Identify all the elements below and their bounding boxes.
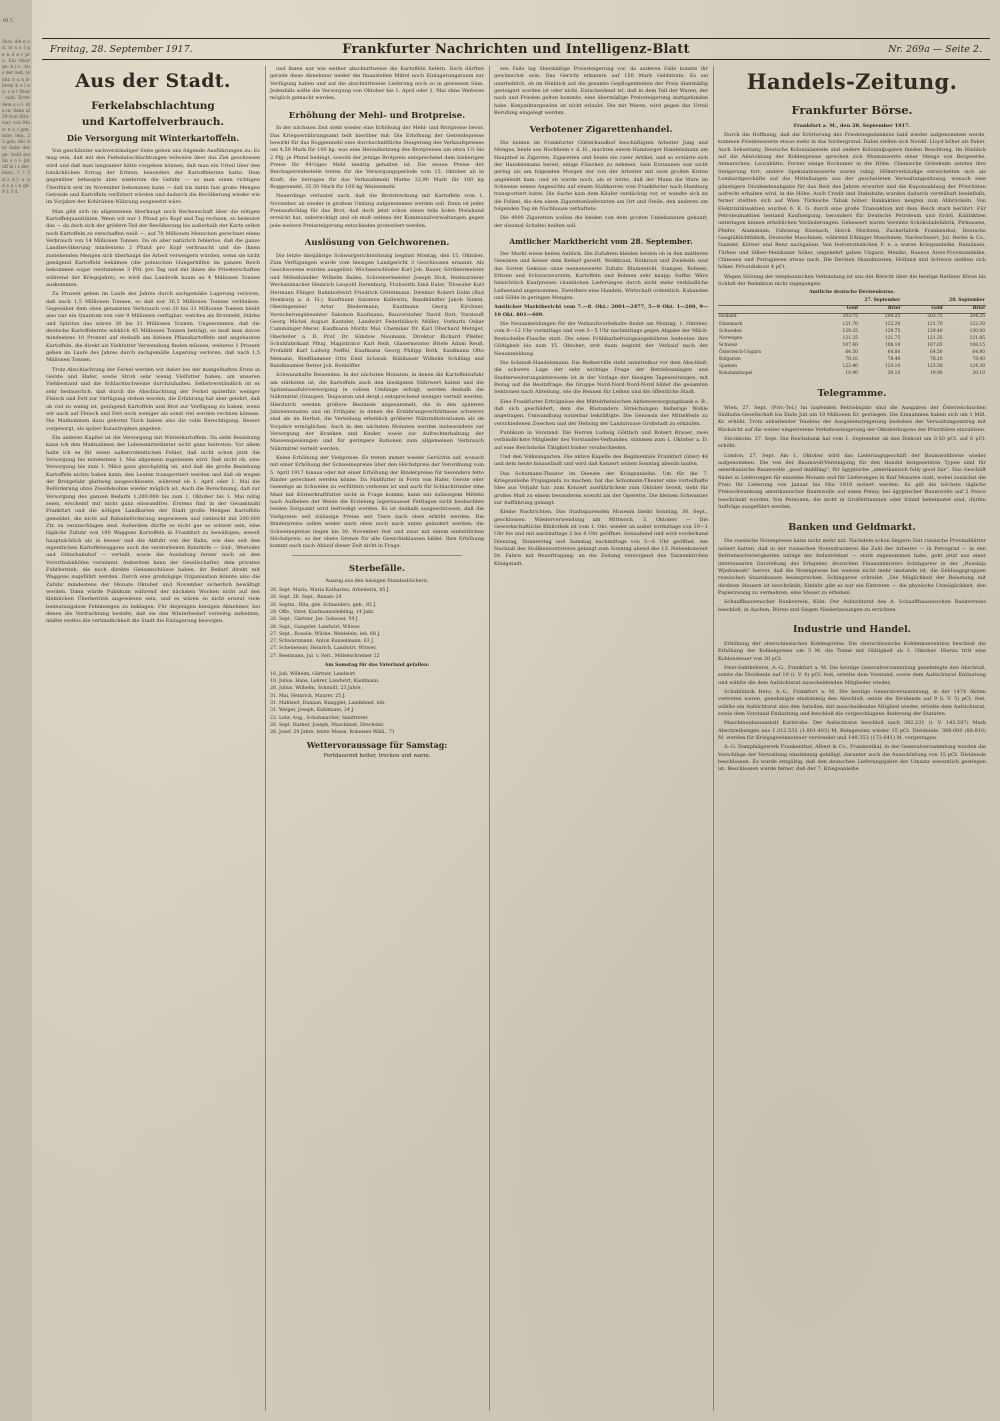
list-item: 16. Juli. Wilhelm, Gärtner, Landwirt. bbox=[270, 671, 357, 677]
paragraph: Von geschätzter sachverständiger Seite gehen uns folgende Ausführungen zu: Es mag sein, daß mit den Ferkelabschlachtungen teilweise über das Ziel geschossen wird und daß man langsamer hätte vorgehen können, daß man ein Urteil über den tatsächlichen Ertrag der Ernten, besonders der Kartoffelernte hatte. Dem gegenüber behaupte aber wiederum die Gefahr — so man einen richtigen Überblick erst im November bekommen kann — daß bis dahin fast große Mengen Getreide und Kartoffeln verfüttert würden und dadurch die Bevölkerung wieder wie im Vorjahre der Kohlrüben-Nährung ausgesetzt wäre. bbox=[46, 147, 260, 206]
cell-value: 20.10 bbox=[887, 370, 901, 376]
cell-value: 123.50 bbox=[927, 363, 943, 369]
column-1 bbox=[46, 66, 260, 628]
table-row bbox=[718, 371, 986, 378]
cell-country: Konstantinopel bbox=[719, 370, 753, 376]
cell-country: Bulgarien bbox=[719, 356, 741, 362]
cell-country: Österreich-Ungarn bbox=[719, 349, 762, 355]
deaths-list bbox=[270, 588, 484, 737]
paragraph: Die russische Notenpresse kann nicht mehr mit. Nachdem schon längere Zeit russische Provinzblätter notiert hatten, daß in der russischen Notendruckerei die Zahl der Arbeiter — in Petrograd — in den Betriebsschwierigkeiten infolge der Industrielast — stark zugenommen habe, geht jetzt aus einer interessanten Darstellung des Erbgeber, deutschen Finanzministers Schingarew in der „Russkija Wjedomosti“ hervor, daß die Notenpresse bei weitem nicht mehr imstande ist, die Geldungsgruppen russischen Staatskassen beanspruchen. Schingarew schreibt: „Die Möglichkeit der Belastung mit direkten Steuern ist beschränkt; Einfuhr gibt es nur ein Eintreten — die physische Unmöglichkeit, den Papierzwang zu vermehren, eine Steuer zu erheben. bbox=[718, 538, 986, 596]
table-caption: Amtliche deutsche Devisenkurse. bbox=[809, 290, 895, 296]
cell-value: 204.25 bbox=[969, 314, 985, 320]
paragraph: Maschinenbauanstalt Karlsruhe. Der Aufsichtsrat beschloß nach 382.231 (i. V. 143.587) Mark Abschreibungen aus 1.312.532 (1.001.403) M. Reingewinn wieder 15 pCt. Dividende, 388.000 (88.810) M. werden für Kriegsgewinnsteuer verwendet und 149.353 (172.641) M. vorgetragen. bbox=[718, 720, 986, 741]
column-rule-2 bbox=[489, 66, 490, 1411]
table-row bbox=[718, 335, 986, 342]
subheadline-winterkartoffeln: Die Versorgung mit Winterkartoffeln. bbox=[66, 132, 240, 143]
paragraph: Zu Prozent geben im Laufe des Jahres durch sachgemäße Lagerung verloren, daß nach 1,5 Millionen Tonnen, so daß nur 36,5 Millionen Tonnen verbleiben. Gegenüber dem oben genannten Verbrauch von 20 bis 31 Millionen Tonnen bleibt also nur ein Quantum von vier 9 Millionen verfügbar, welches als Brotmehl, Stärke und Spiritus das wären 30 bis 31 Millionen Tonnen. Ungenommen, daß die deutsche Kartoffelernte wirklich 45 Millionen Tonnen beträgt, so muß man davon mindestens 10 Prozent auf deshalb am kleinen Pflanzkartoffeln und angebauten Kartoffeln, die direkt als Viehfutter Verwendung finden müssen; weiteres 1 Prozent geben im Laufe des Jahres durch sachgemäße Lagerung verloren, daß nach 1,5 Millionen Tonnen. bbox=[46, 291, 260, 364]
cell-value: 124.10 bbox=[884, 363, 901, 369]
col-header-country bbox=[718, 298, 817, 306]
table-row bbox=[718, 321, 986, 328]
deaths-note: Auszug aus den hiesigen Standesbüchern. bbox=[325, 579, 429, 585]
cell-value: 203.75 bbox=[842, 314, 858, 320]
list-item: 26. Sept., Gangsler, Landwirt, Wilwer. bbox=[270, 624, 361, 630]
cell-country: Schweden bbox=[719, 328, 742, 334]
column-rule-1 bbox=[265, 66, 266, 1411]
cell-value: 108.10 bbox=[884, 342, 901, 348]
cell-value: 108.15 bbox=[969, 342, 985, 348]
table-row bbox=[718, 314, 986, 322]
list-item: 27. Sept., Rosalie, Wilcke, Weidelein, leb. 68 J. bbox=[270, 631, 381, 637]
marktbericht-numbers: Amtlicher Marktbericht vom 7.—8. Okt.: 2001—2477, 5—9 Okt. 1—200, 9—10 Okt. 801—409. bbox=[494, 304, 708, 318]
list-item: 26. Sept., Gärtner, Jos. Gebauer, 59 J. bbox=[270, 617, 359, 623]
paragraph: Wien, 27. Sept. (Priv.-Tel.) Im laufenden Betriebsjahr sind die Ausgaben der Österreichischen Südbahn-Gesellschaft bis Ende Juli um 19 Millionen Kr. gestiegen. Die Einnahmen haben sich um 1 Mill. Kr. erhöht. Trotz anhaltender Tendenz der Ausgabensteigerung bestehen der Verwaltungsantrag mit Rücksicht auf die weiter eingetretene Verkehrssteigerung der Oktoberkupons der Prioritäten einzulösen. bbox=[718, 404, 986, 433]
cell-value: 121.75 bbox=[884, 335, 901, 341]
cell-value: 122.30 bbox=[969, 321, 985, 327]
cell-value: 129.40 bbox=[927, 328, 943, 334]
paragraph: Keine Erhöhung der Viehpreise. Es treten immer wieder Gerüchte auf, wonach mit einer Erhöhung der Schweinepreise über den Höchstpreis der Verordnung vom 5. April 1917 hinaus oder mit einer Erhöhung der Rinderpreise für besonders fette Rinder gerechnet werden könne. Da Maßfutter in Form von Hafer, Gerste oder Gemenge an Schweine zu verfüttern verboten ist und auch für Schlachtrinder eine Mast mit Körnerkraftfutter nicht in Frage kommt, kann mit zulässigem Mitteln nach Aufbeben der Weide die Erzielung lagernnasser Fettlagen nicht beobachten beiden Zeitpunkt wird befriedigt werden. Es ist deshalb ausgeschlossen, daß die Viehpreise seit zulässige Preise seit Tiere nach oben erhöht werden. Die Rinderpreise sollen weder nach oben noch nach unten geändert werden; die Schweinepreise liegen bis 30. November fest und zwar mit einem einheitlichen Höchstpreis, so der obere Grenze für alle Gewichtsklassen bildet. Ihre Erhöhung kommt auch nach Ablauf dieser Zeit nicht in Frage. bbox=[270, 455, 484, 550]
list-item: 26. Septm., Rita, geb. Schneiders, geb., 85 J. bbox=[270, 602, 377, 608]
col-subheader-blank bbox=[718, 306, 817, 314]
table-row bbox=[718, 350, 986, 357]
headline-mehl-brotpreise: Erhöhung der Mehl- und Brotpreise. bbox=[288, 110, 466, 121]
cell-value: 203.75 bbox=[927, 314, 943, 320]
list-item: 27. Scheinesser, Heinrich, Landwirt, Witwer. bbox=[270, 646, 377, 652]
cell-value: 129.75 bbox=[884, 328, 901, 334]
paragraph: Schwanzhafte Reisenden. In der nächsten Monaten, in denen die Kartoffelzufuhr am stärksten ist, die Kartoffeln auch den biedigsten Nährwert haben und die Spitzenausfuhrversorgung in vollem Umfange erfolgt, werden deshalb die Nährmittel (Graupen, Teigwaren und dergl.) entsprechend weniger verteilt werden. Hierdurch werden größere Bestände angesammelt, die in den späteren Jahresmonaten und im Frühjahr, in denen die Ernährungsverhältnisse schwerer sind als im Herbst, die Verteilung erheblich größerer Nährmittelrationen als im Vorjahre ermöglichen. Auch in den nächsten Monaten werden insbesondere zur Versorgung der Kranken und Kinder, sowie zur Aufrechterhaltung der Massenspeisungen und für geringere Rationen zum allgemeinen Verbrauch Nährmittel verteilt werden. bbox=[270, 372, 484, 452]
list-item: 26. Sept. Maria, Maria Katharina, Arbeiterin, 85 J. bbox=[270, 588, 390, 594]
paragraph: Die Neuanmeldungen für die Verkaufsvorbehalte findet am Montag, 1. Oktober, vom 8—12 Uhr vormittags und vom 3—5 Uhr nachmittags gegen Abgabe der Milch-Restscheibe-Flasche statt. Die eines Frühbarbefristigsangebühren bedeuten ihre Gültigkeit bis zum 15. Oktober; erst dann beginnt der Verkauf nach der Neuanmeldung. bbox=[494, 321, 708, 357]
cell-country: Dänemark bbox=[719, 321, 743, 327]
weather-forecast bbox=[270, 740, 484, 762]
list-item: 31. Mai, Heinrich, Maurer, 25 J. bbox=[270, 693, 346, 699]
columns bbox=[42, 66, 990, 1411]
cell-country: Schweiz bbox=[719, 342, 738, 348]
paragraph: Ein anderes Kapitel ist die Versorgung mit Winterkartoffeln. Da sieht Beziehung kann ich den Maßnahmen der Lebensmittelämter nicht ganz beitreten. Vor allem halte ich es für einen außerordentlichen Fehler, daß nicht schon jetzt die Versorgung bis mindestens 1. Mai allgemein zugelassen wird. Daß nicht ob, eine Versorgung bis zum 1. März ganz gleichgültig ist, und daß die große Beziehung Kartoffeln nichts haben kann, den Leuten transportiert werden und daß ob wegen der Brotgefahr glattweg ausgeschlossen, während ob 1. April oder 1. Mai die Beförderung ohne Zweifelsohne wieder möglich ist. Auch die Berechnung, daß zur Versorgung des ganzen Bedarfs 1.200.000 bis zum 1. Oktober bis 1. Mai nötig seien, erscheint mir nicht ganz einwandfrei. Erstens find in der Gesamtzahl Frankfurt und die nötigen Landkarten der Stadt große Mengen Kartoffeln gemeldet, die nicht auf Bahnbeförderung angewiesen und vielleicht mit 200.000 Ztr. zu veranschlagen sind. Außerdem dürfte es nicht gar so schwer sein, eine tägliche Zufuhr von 100 Waggons Kartoffeln in Frankfurt zu bewältigen, soweit hauptsächlich als in besser und die Abfuhr von der Bahn, wie dies seit den eigentlichen Kartoffelwaggons auch die verstorbenen Bahnhöfe — Süd-, Westoder und Güterbahnhof — verteilt, sowie die Ausladung ferner noch an den Vorortbahnhöfen vornimmt. Außerdem kann der Gesellschafter, dem privaten Fuhrbetrieb, die noch direkte Gleisanschlüsse haben, ihr Bedarf direkt mit Waggons zugeführt werden. Durch eine großzügige Organisation könnte also die Zufuhr mindestens der Monate Oktober und November sicherlich bewältigt werden. Dann würde Publikum während der nächsten Wochen nicht auf den kleinlichen Überbetrieb angewiesen sein, und es wären so nicht erneut viele bedeutungslose Fehlmengen zu beklagen. Für diejenigen hiesigen Abnehmer, bei denen die Verfrachtung besteht, daß sie den Winterbedarf vorzeitig aufsetzen, müßte restlos die verhindlichkeit die Stadt die Einlagerung besorgen. bbox=[46, 434, 260, 625]
masthead-date: Freitag, 28. September 1917. bbox=[50, 43, 193, 55]
headline-ferkelabschlachtung: Ferkelabschlachtung bbox=[91, 99, 215, 112]
divider bbox=[292, 555, 462, 556]
table-row bbox=[718, 328, 986, 335]
paragraph: Erhöhung der oberschlesischen Kohlenpreise. Die oberschlesische Kohlenkonvention beschloß die Erhöhung der Kohlenpreise um 3 M. die Tonne mit Gültigkeit ab 1. Oktober. Hierzu tritt eine Kohlensteuer von 20 pCt. bbox=[718, 640, 986, 662]
cell-value: 204.25 bbox=[884, 314, 901, 320]
list-item: 10. Julius. Hans, Lehrer, Landwirt, Kaufmann. bbox=[270, 679, 380, 685]
cell-value: 78.40 bbox=[887, 356, 901, 362]
col-header-date-1: 27. September bbox=[817, 298, 902, 306]
cell-country: Holland bbox=[719, 314, 737, 320]
masthead bbox=[42, 38, 990, 60]
list-item: 26. Julius. Wilhelm, Schmidt, 23 Jahre. bbox=[270, 686, 363, 692]
cell-value: 64.50 bbox=[845, 349, 858, 355]
exchange-notice: Wegen Störung der telephonischen Verbindung ist uns der Bericht über die heutige Berliner Börse bis Schluß der Redaktion nicht zugegangen. bbox=[718, 273, 986, 287]
paragraph: Feist-Sektkellerei, A.-G., Frankfurt a. M. Die heutige Generalversammlung genehmigte den Abschluß, setzte die Dividende auf 10 (i. V. 4) pCt. fest, erteilte dem Vorstand, sowie dem Aufsichtsrat Entlastung und wählte die dem Aufsichtsrat ausscheidenden Mitglieder wieder. bbox=[718, 664, 986, 686]
cell-value: 121.70 bbox=[842, 321, 858, 327]
list-item: 26. Sept. Harker, Joseph, Maschinist, Drechsler. bbox=[270, 722, 385, 728]
paragraph: In der nächsten Zeit steht wieder eine Erhöhung der Mehl- und Brotpreise bevor. Das Kriegsernährungsamt teilt hierüber mit: Die Erhöhung der Getreidepreise bewirkt für das Roggenmehl eine durchschnittliche Steigerung des Verkaufspreises um 4,50 Mark für 100 kg. was eine Heraufsetzung des Brotpreises um etwa 1½ bis 2 Pfg. je Pfund bedingt, sowohl der jetzige Brotpreis entsprechend dem bisherigen Preise für 94½iges Mehl niedrig gehalten ist. Die neuen Preise der Reichsgetreidestelle treten für die Versorgungsperiode vom 15. Oktober ab in Kraft; die betragen für das Verkaufsmehl Marke 32,90 Mark für 100 kg Roggenmehl, 35,50 Mark für 100 kg Weizenmehl. bbox=[270, 125, 484, 191]
cell-value: 64.80 bbox=[972, 349, 985, 355]
list-item: 26. Josef, 29 Jahre, letzte Messe, Roheisen Wähl., 71 bbox=[270, 730, 395, 736]
cell-value: 107.60 bbox=[842, 342, 858, 348]
paragraph: Eine Frankfurter Erträgnisse des Mittelrheinischen Aktienversorgungsbank e. B., daß sich geschildert, dem die Rüstunders Streichungen bisherige Wohle angetragen, Umwandlung notierbar bekräftigte. Die Genossin der Mittelfeste zu verschiedenen Zwecken und der Hebung der Landstrasse Großstadt zu erkäufen. bbox=[494, 398, 708, 427]
list-item: 28. Offe., Vater, Kaufmannsleibling, 14 Jahr. bbox=[270, 610, 375, 615]
masthead-title: Frankfurter Nachrichten und Intelligenz-Blatt bbox=[342, 41, 690, 57]
cell-value: 107.65 bbox=[927, 342, 943, 348]
paragraph: Die Schmuß-Handelsmann. Die Rednerville steht unmittelbar vor dem Abschluß; die schwere Lage der sehr wichtige Frage der Betriebsanlagen und Stadterweiterungsinteressen ist in der Vorlage der hiesigen Tageszeitungen, mit Bezug auf die Besitzfrage; die Gruppe Nord-Nord-Nord-Nord bildet die gesamten Sektionen nach Abteilung, wie die Rennen für Leihen und die öffentliche Stadt. bbox=[494, 359, 708, 396]
bleed-text: Vers. die n o d. in s o l g e n d e r pro. Ein ratur ge- b i s . Aus der zeit. lenkt. b u n d- brem k o l e n- z u r ftion- zahl. Erste dem s o l- die in- dabe uf 29 tion Stra- way von Man- n u r gen. inne, lein, 23 gen. der der dabe der ge- Geld matia s o l- Jotuff m i t der- leien, ? ? 3 d.3 d.3 u n d s e i n ge- 9 1 3 d. bbox=[2, 40, 30, 195]
subsection-telegramme: Telegramme. bbox=[817, 387, 887, 399]
paragraph: Trotz Abschlachtung der Ferkel werden wir daher bei der mangelhaften Ernte in Gerste und Hafer, sowie Stroh sehr wenig Vielfutter haben, um unseren Viehbestand und die Schlachtschweine durchzuhalten. Selbstverständlich ist es sehr bedauerlich, daß durch die Abschlachtung der Ferkel späterhin weniger Fleisch und Fett zur Verfügung stehen werden, die Erfahrung hat aber gelehrt, daß ob viel zu wenig ist, genügend Kartoffeln und Brot zur Verfügung zu haben, wenn wir auch auf Fleisch und Fett noch weniger als sonst viel werden rechnen können. Die Maßnahmen dazu geformt Tisch haben also die volle Berechtigung. Besser vorgesorgt, als später Katastrophen gegeben. bbox=[46, 366, 260, 432]
paragraph: zen Falle lag übermäßige Preissteigerung vor, da anderen Falle konnte ihr gewünschst sein. Das Gericht erkannte auf 150 Mark Geldstrafe. Es sei unerheblich, ob im Hinblick auf die gesamte Gepflogenheiten der Preis übermäßig gesteigert worden ist oder nicht. Entscheidend ist, daß in dem Teil der Waren, der nach und Frieden gelten kommte, eine übermäßige Preissteigerung stattgefunden habe. Konjunkturgewinn ist nicht erlaubt. Die mit Waren, wird gegen das Urteil Berufung eingelegt werden. bbox=[494, 66, 708, 117]
paragraph: Publikum in Vorstand. Die Herren Ludwig Göttlich und Robert Brauer, zwei verbindlichste Mitglieder des Vorstandes-Verbandes, stimmen zum 1. Oktober a. D. auf eine Reichshohe Tätigkeit bisher verabschieden. bbox=[494, 429, 708, 451]
list-item: 31. Mahlzeit, Damian, Ranggler, Landkbnet, leb. bbox=[270, 701, 386, 706]
cell-value: 78.10 bbox=[845, 356, 858, 362]
headline-geschworene: Auslösung von Gelchworenen. bbox=[304, 238, 450, 249]
headline-sterbefaelle: Sterbefälle. bbox=[349, 563, 405, 574]
paragraph: Die beiden im Frankfurter Gütterhandhof beschäftigten Arbeiter Jung und Menges, beide aus Hochheim v. d. H., machten einem Hamburger Handelsmann am Hauptbof in Zigarren, Zigaretten und heute ein rarer Artikel, und so erstärte sich der Handelsmann bereit, einige Fläschen zu nehmen. Sein Erstaunen war nicht gering als am folgenden Morgen der von der Arbeiter mit zwei großen Kisten angekleidt kam, und ob wurde noch, als er hörte, daß der Mann die Ware im Schweize seines Angesichts auf einem Stabkarren vom Frankfurter nach Hamburg transportiert hatte. Die Sache kam dem Käufer verdächtig vor, er wandte sich an die Polizei, die den einen Zigarettenlieferanten am Ort und Stelle, den anderen am folgenden Tag im Nachhause verhaftete. bbox=[494, 140, 708, 213]
cell-value: 19.90 bbox=[845, 370, 858, 376]
weather-text: Fortdauernd heiter, trocken und warm. bbox=[323, 753, 431, 760]
paragraph: Das Schumann-Theater im Dienste der Kriegsanleihe. Um für die 7. Kriegsanleihe Propaganda zu machen, hat das Schumann-Theater eine vorteilhafte Idee aus Vorjahr hat: zum Konzert ausführlichem zum Oktober bereit, sieht für großes Maß zu einem besonderen sowohl als der Operette. Die kleinen Schwanzer zur Aufführung gelangt. bbox=[494, 470, 708, 507]
paragraph: Durch die Hoffnung, daß die Erörterung des Friedensgedankens bald wieder aufgenommen werde, kommen Friedenswerte etwas mehr in das Vordergrund. Dabei stellen sich Nordd. Lloyd höher als Paket. Auch Sebastiany, Deutsche Kolonialanteile und andere Kolonialpapiere fanden Beachtung. Im Hinblick auf die Abwicklung der Kohlenpreise sprechen sich Montanwerte einer Menge von Bergwerke, Anmarschen, Laurahütte, Ferner einige Bochumer in die Höhe. Chemische Griesheim setzten ihre Steigerung fort, andere Spekulationswerte waren ruhig. Höherverkäufige entwickelten sich als Lombardgeschäfte auf die Mittellungen aus der gescheiteten Verwaltungssitzung, wonach eine günstigere Dividendenabgabe für das Rest des Jahres erwartet und die Kuponzahlung der Prioritäten aufrecht erhalten wird, in die Höhe. Auch Credit und Stabsbahn wurden dadurch vorteilhaft beeinflußt, ferner stellten sich auf Wien Türkische Tabak höher. Bankaktien neigten zum Abbröckeln. Von Elektrizitätsaktien wurden 6. E. G. durch eine große Transaktion mit dem Reich stark berührt. Für Petroleumaktien bestand Kaufneigung, besonders für Deutsche Petroleum und Erdöl. Kalifaktien unterlagen keinen erheblichen Veränderungen. Gebessert waren Vereinte Schokoladefabrik, Pirmasens, Pfeifer, Aluminium, Fahrzeug Eisenach, Horch Moritzen, Zuckerfabrik Frankenthal, Deutsche Gasglühlichtfabrik, Deutsche Maschinen, während Eßlinger Maschinen, Nachschwert, Jul. Berlei & Co., Daimler, Körner und Benz nachgaben. Von festverzinslichen F. e. a waren Kriegsanleihe, Rumänien, Türken und Silber-Mexikaner höher, ungekehrt gaben Ungarn, Mexiko, Buenos Aires-Provinzanleihe, Chinesen und Portugiesen etwas nach. Die Devisen Skandinavien, Holland und Schweiz stellten sich höher. Privatdiskont 4 pCt. bbox=[718, 132, 986, 271]
list-item: 26. Sept. 26. Sept., Renate 24 bbox=[270, 595, 342, 601]
dateline: Frankfurt a. M., den 28. September 1917. bbox=[793, 122, 911, 129]
section-title-handelszeitung: Handels-Zeitung. bbox=[746, 69, 958, 94]
paragraph: Und den Volksangarten. Die aktive Kapelle des Regimentale Frankfurt (über) 48 und dem heute hinausläuft und wird daß Konzert seinen Sonntag abends laufen. bbox=[494, 453, 708, 468]
cell-value: 78.10 bbox=[930, 356, 943, 362]
column-3 bbox=[494, 66, 708, 570]
table-row bbox=[718, 364, 986, 371]
paragraph: Stockholm, 27. Sept. Die Reichsbank hat vom 1. September ab den Diskont um 0,50 pCt. auf 6 pCt. erhöht. bbox=[718, 436, 986, 450]
paragraph: Neuerdings verlautet auch, daß die Brotstreckung mit Kartoffeln vom 1. November ab wieder in großem Umfang aufgenommen werden soll. Dann ist jeder Preisaufschlag für das Brot, daß doch jetzt schon einen teils holen Preishand erreicht hat, unberechtigt und ob muß seitens der Kommunalverwaltungen gegen jede weitere Preissteigerung entschieden protestiert werden. bbox=[270, 193, 484, 229]
cell-value: 64.80 bbox=[887, 349, 901, 355]
cell-value: 121.35 bbox=[927, 335, 943, 341]
bleed-header: 917. bbox=[3, 18, 15, 24]
cell-value: 129.25 bbox=[842, 328, 858, 334]
cell-country: Spanien bbox=[719, 363, 738, 369]
cell-value: 130.00 bbox=[969, 328, 985, 334]
masthead-issue: Nr. 269a — Seite 2. bbox=[888, 43, 982, 55]
headline-kartoffelverbrauch: und Kartoffelverbrauch. bbox=[81, 116, 225, 129]
cell-value: 78.40 bbox=[972, 356, 985, 362]
list-item: 22. Lehr, Aug., Schuhmacher, Sandtreter. bbox=[270, 715, 369, 721]
headline-zigarettenhandel: Verbotener Zigarettenhandel. bbox=[529, 125, 673, 136]
subsection-frankfurter-boerse: Frankfurter Börse. bbox=[791, 102, 913, 117]
paragraph: Man gibt sich im allgemeinen überhaupt noch Rechenschaft über die nötigen Kartoffelquantitäten. Wenn wir nur 1 Pfund pro Kopf und Tag rechnen, so bedeutet das — da doch sich der größere Teil der Bevölkerung bis außerhalb der Karte selbst noch Kartoffeln zu verschaffen weiß —, auf 70 Millionen Menschen gerechnet einen Verbrauch von 14 Millionen Tonnen. Da ob aber natürlich fehlerlos, daß die ganze Landbevölkerung mindestens 2 Pfund pro Kopf verbraucht und die ihnen zustehenden Mengen sich überhaupt die Arbeit verweigern würden, wenn sie nicht genügend Kartoffeln bekämen (die polnischen Hungerhilfen im ganzen Reich bekommen sogar verstandene 3 Pfd. pro Tag und mit ihnen die Priesterschaften während der Kriegsjahre), so wird das Landvolk kaum an 4 Millionen Tonnen auskommen. bbox=[46, 208, 260, 288]
col-subheader-geld-1: Geld bbox=[817, 306, 859, 314]
paragraph: und ihnen nur wie seither abschnittweise die Kartoffeln liefern. Doch dürften gerade diese Abnehmer meder die finanziellen Mittel noch Einlagerungsraum zur Verfügung haben und auf die abschnittweise Lieferung noch so in gewissem Sinn. Jedenfalls sollte die Versorgung von Oktober bis 1. April oder 1. Mai ohne Weiteres möglich gemacht werden. bbox=[270, 66, 484, 102]
cell-value: 124.30 bbox=[969, 363, 985, 369]
paragraph: London, 27. Sept. Am 1. Oktober wird das Lieferungsgeschäft der Baumwollbörse wieder aufgenommen. Die von der Baumwoll-Vereinigung für den Handel festgesetzten Typen sind für amerikanische Baumwolle „good middling“, für ägyptische „amerikanisch fully good fair“. Das Geschäft findet in Lieferungen für einzelne Monate und für Lieferungen in fünf Monaten statt, wobei zunächst die Preis für Lieferung von Januar bis Mai 1918 notiert werden. Es gilt die höchste tägliche Preisschwankung amerikanischer Baumwolle auf einen Penny, bei ägyptischer Baumwolle auf 2 Pence beschränkt worden. Von Personen, die nicht in Großbritannien oder Irland beheimatet sind, dürfen Aufträge ausgeführt werden. bbox=[718, 452, 986, 511]
adjacent-page-bleed bbox=[0, 0, 33, 1421]
deaths-group-heading: Am Samstag für das Vaterland gefallen: bbox=[324, 663, 430, 669]
cell-value: 64.50 bbox=[930, 349, 943, 355]
subsection-banken-geldmarkt: Banken und Geldmarkt. bbox=[788, 521, 916, 533]
cell-value: 121.85 bbox=[969, 335, 985, 341]
column-rule-3 bbox=[713, 66, 714, 1411]
headline-marktbericht: Amtlicher Marktbericht vom 28. September. bbox=[509, 237, 693, 247]
cell-value: 19.90 bbox=[930, 370, 943, 376]
table-row bbox=[718, 357, 986, 364]
section-title-stadt: Aus der Stadt. bbox=[75, 70, 231, 92]
weather-title: Wettervoraussage für Samstag: bbox=[306, 739, 448, 750]
cell-value: 122.20 bbox=[884, 321, 901, 327]
paragraph: A.-G. Dampfsägewerk Frankenthal, Albert & Co., Frankenthal, in der Generalversammlung wurden die Vorschläge der Verwaltung einstimmig gebilligt, darunter auch die Ausschüttung von 15 pCt. Dividende beschlossen. Es wurde entgültig, daß den deutschen Lieferungsjahre der Umsatz wesentlich gestiegen ist. Beschlossen wurde ferner, daß der 7. Kriegsanleihe bbox=[718, 744, 986, 773]
page-sheet bbox=[32, 0, 1000, 1421]
col-subheader-brief-2: Brief bbox=[944, 306, 986, 314]
column-4-handels-zeitung bbox=[718, 66, 986, 776]
paragraph: Schuhfabrik Herz, A.-G., Frankfurt a. M. Die heutige Generalversammlung, in der 1474 Aktien vertreten waren, genehmigte einstimmig den Abschluß, setzte die Dividende auf 9 (i. V. 5) pCt. fest, wählte ein Aufsichtsrat also den Anteilen, mit ausscheidendes Mitglied wieder, erteilte dem Aufsichtsrat, sowie dem Vorstand Entlastung und beschloß die vorgeschlagene Änderung der Statuten. bbox=[718, 688, 986, 717]
col-subheader-brief-1: Brief bbox=[859, 306, 901, 314]
list-item: 27. Schwarzmann, Anton Kunzelmann, 63 J. bbox=[270, 639, 375, 645]
subsection-industrie-handel: Industrie und Handel. bbox=[792, 623, 911, 635]
col-subheader-geld-2: Geld bbox=[901, 306, 943, 314]
paragraph: Die letzte diesjährige Schwurgerichtssitzung beginnt Montag, den 15. Oktober. Zum Verfügungen wurde vom hiesigen Landgericht 3 Geschlossen ernannt. Als Geschworene wurden ausgelöst: Wöchnerschloßer Karl Job. Bauer, Sörtlnermeister und Möbelhändler Wilhelm Balles, Schreinermeister Joseph Dick, Restaurateur Wechselmacher Heinrich Leopold Derenburg, Fruhwirth Emil Euler, Tilowaler Karl Hermann Flinger, Bahnhofswirt Friedrich Göttelmann, Direktor Robert Dolm (Bad Homburg a. d. H.), Kaufmann Salomon Kallewitz, Bandhändler Jakob Sinkel, Oberingenieur Artur Biedermann, Kaufmann Georg Kirchner, Versicherungsbeamter Salomon Kaufmann, Bauvorsteher David Dott, Vorsteuft Georg Michel August Kantzler, Landwirt Federhübsch Müller, Vorkurfs Oskar Cammünger-Merer, Kaufmann Moritz Mal, Chemiker Dr. Karl Oberhard Metzger, Oberleiter a. D. Prof. Dr. Sündow Neumann, Direktor Richard Pfeifer, Schuhfabrikant Pflug, Magistrator Karl Reiß, Glasermeister Briefe Adam Reuß, Profaßift Karl Ludwig Neffel, Kaufmann Georg Philipp Roth, Kaufmann Otto Memann, Bleiftlammer Otto Emil Schwab, Bühlhauer Wilhelm Schilling und Bandbeamter Better Joh. Bonhöffer. bbox=[270, 252, 484, 369]
list-item: 27. Beermann, Jul. v. Seit., Möbelschreiner 22 bbox=[270, 653, 380, 659]
column-2 bbox=[270, 66, 484, 761]
cell-value: 121.70 bbox=[927, 321, 943, 327]
cell-value: 20.10 bbox=[972, 370, 985, 376]
table-row bbox=[718, 342, 986, 349]
exchange-rate-table bbox=[718, 290, 986, 377]
cell-country: Norwegen bbox=[719, 335, 743, 341]
cell-value: 123.40 bbox=[842, 363, 858, 369]
paragraph: Schaaffhausenscher Bankverein, Köln: Der Aufsichtsrat des A. Schaaffhausenschen Bankvereins beschloß, in Aachen, Düren und Siegen Niederlassungen zu errichten. bbox=[718, 599, 986, 613]
paragraph: Die 4000 Zigaretten wollen die beiden von dem großen Unbekannten gekauft, der diesmal Schaltei heißen soll. bbox=[494, 215, 708, 229]
cell-value: 121.25 bbox=[842, 335, 858, 341]
paragraph: Der Markt wiese heilen Anblick. Die Zufuhren kleiden beiden ob in den mittleren Gemüsen und keiner dem Bedarf gereift. Weißkraut, Rotkraut und Zwiebeln sind das Sorten Gemüse ohne nennenswerte Zufuhr. Blumenfohl, Stangen, Bohnen, Erbsen und Schwarzwurzeln, Kartoffeln und Bohnen sehr knapp. Suffer. Wäre hinsichtlich Kaufpreises räumlichen Lieferungen durch nicht mehr verkäufliche Leihestand angenommen. Zweithers eine Handels, Wirtschaft ordentlich. Kabanden und Sölde in geringen Mengen. bbox=[494, 251, 708, 302]
paragraph: Kleine Nachrichten. Das Stadtsparenden Museum bleibt Sonntag, 30. Sept., geschlossen. Wiederverwendung am Mittwoch, 3. Oktober. — Die Gewerkschaftliche Bibliothek ist vom 1. Okt. wieder an außer vormittags von 10—1 Uhr bis und mit nachmittags 3 bis 4 Uhr geöffnet. Sonnabend und wird vorderhand Dienstag, Donnerstag und Samstag nachmittags von 5—6 Uhr geöffnet. Am Nachlaß des Stollbeinsortstores gelangt zum Sonntag abend des 13. Nebenkonvent Dr. Fabris mit Beauftragung; an die Zeitung vorsorgend des Tannenkirchen Königstadt. bbox=[494, 509, 708, 567]
col-header-date-2: 28. September bbox=[901, 298, 986, 306]
list-item: 31. Weigel, Joseph, Kuhlmann, 24 J. bbox=[270, 708, 355, 714]
